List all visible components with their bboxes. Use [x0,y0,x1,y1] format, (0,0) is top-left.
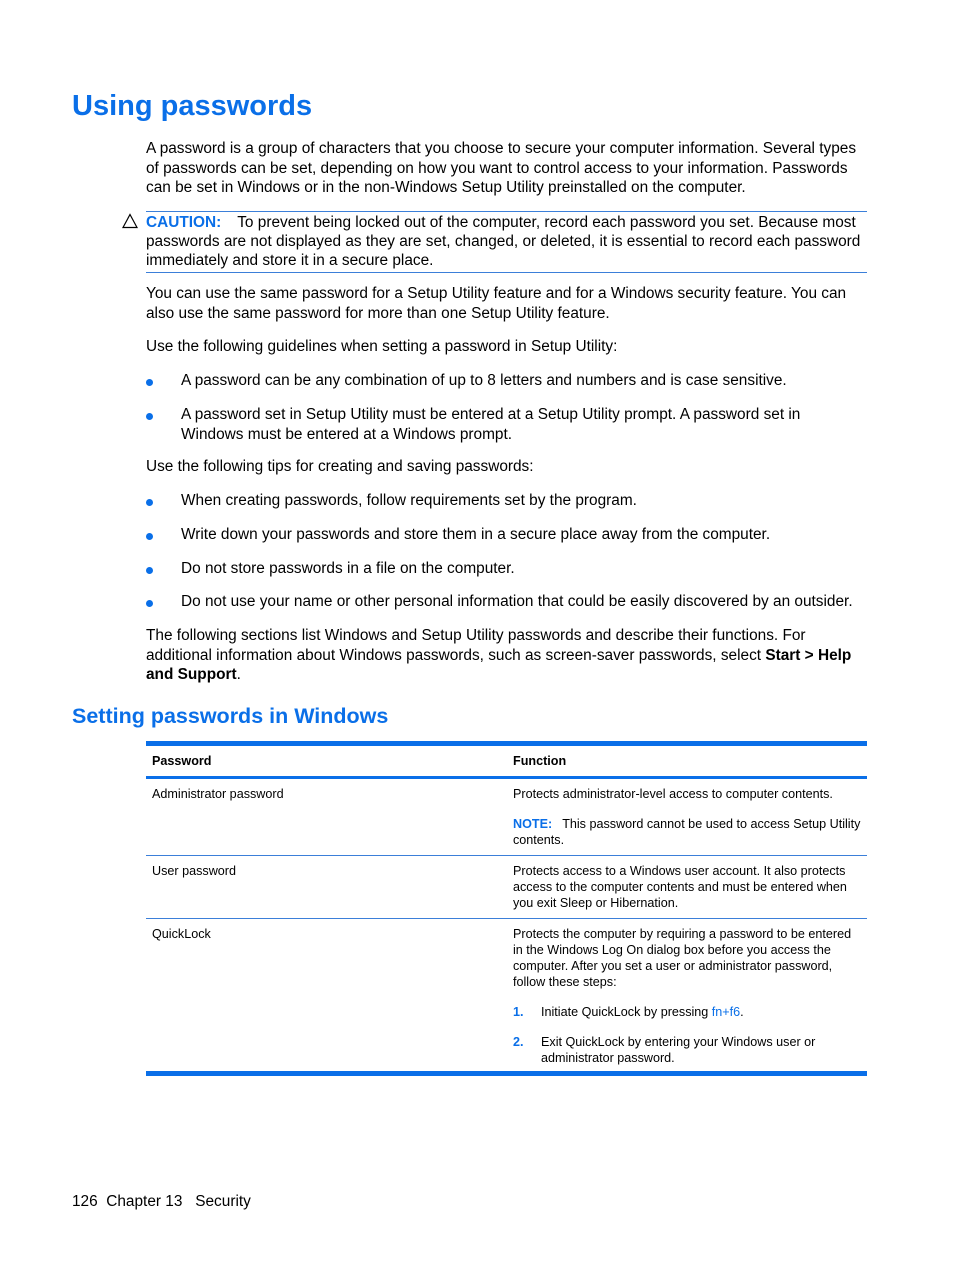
password-cell: User password [152,864,236,878]
table-header [146,746,867,779]
bullet-icon [146,600,153,607]
password-cell: QuickLock [152,927,211,941]
table-row [146,856,867,919]
guidelines-intro: Use the following guidelines when setting a password in Setup Utility: [146,338,618,355]
section-label: Security [195,1193,251,1210]
table-row [146,779,867,856]
bullet-icon [146,533,153,540]
caution-text: To prevent being locked out of the computer, record each password you set. Because most passwords are not displayed as they are set, changed, or deleted, it is essential to record each password immediately and store it in a secure place. [146,214,861,270]
list-item: A password can be any combination of up to 8 letters and numbers and is case sensitive. [146,371,868,391]
caution-box [146,211,867,273]
sections-paragraph: The following sections list Windows and Setup Utility passwords and describe their functions. For additional information about Windows passwords, such as screen-saver passwords, select Start > Help and Support. [146,627,852,683]
list-item: A password set in Setup Utility must be entered at a Setup Utility prompt. A password set in Windows must be entered at a Windows prompt. [146,405,846,444]
page-number: 126 [72,1193,98,1210]
fn-f6-key-link[interactable]: fn+f6 [711,1005,741,1019]
note: NOTE: This password cannot be used to access Setup Utility contents. [513,817,861,847]
list-item: When creating passwords, follow requirements set by the program. [146,491,868,511]
page-footer [72,1193,251,1211]
same-password-paragraph: You can use the same password for a Setup Utility feature and for a Windows security feature. You can also use the same password for more than one Setup Utility feature. [146,285,847,322]
header-function: Function [513,754,567,768]
passwords-table [146,741,867,1076]
function-cell: Protects access to a Windows user account. It also protects access to the computer contents and must be entered when you exit Sleep or Hibernation. [513,864,847,910]
section-title: Setting passwords in Windows [72,704,389,728]
bullet-icon [146,379,153,386]
note-label: NOTE: [513,817,553,831]
step-item: 1. Initiate QuickLock by pressing fn+f6. [513,1005,744,1019]
list-item: Do not store passwords in a file on the computer. [146,559,868,579]
password-cell: Administrator password [152,787,284,801]
list-item: Do not use your name or other personal information that could be easily discovered by an outsider. [146,592,868,612]
bullet-icon [146,413,153,420]
warning-triangle-icon [122,213,138,229]
header-password: Password [152,754,212,768]
list-item: Write down your passwords and store them in a secure place away from the computer. [146,525,868,545]
table-row [146,919,867,1071]
function-cell: Protects the computer by requiring a password to be entered in the Windows Log On dialog box before you access the computer. After you set a user or administrator password, follow these steps: 1. Initiate QuickLock by pressing fn+f6. 2. Exit QuickLock by entering your Windows user or administrator password. [507,926,867,1066]
start-help-support-menu-path: Start > Help and Support [146,646,852,683]
intro-paragraph: A password is a group of characters that you choose to secure your computer information. Several types of passwords can be set, depending on how you want to control access to your information. Passwords can be set in Windows or in the non-Windows Setup Utility preinstalled on the computer. [146,140,857,196]
bullet-icon [146,499,153,506]
function-cell: Protects administrator-level access to computer contents. NOTE: This password cannot be used to access Setup Utility contents. [513,787,861,847]
chapter-label: Chapter 13 [106,1193,183,1210]
bullet-icon [146,567,153,574]
page-title: Using passwords [72,90,313,122]
tips-intro: Use the following tips for creating and saving passwords: [146,458,534,475]
caution-label: CAUTION: [146,214,222,231]
step-item: 2. Exit QuickLock by entering your Windows user or administrator password. [513,1035,816,1065]
